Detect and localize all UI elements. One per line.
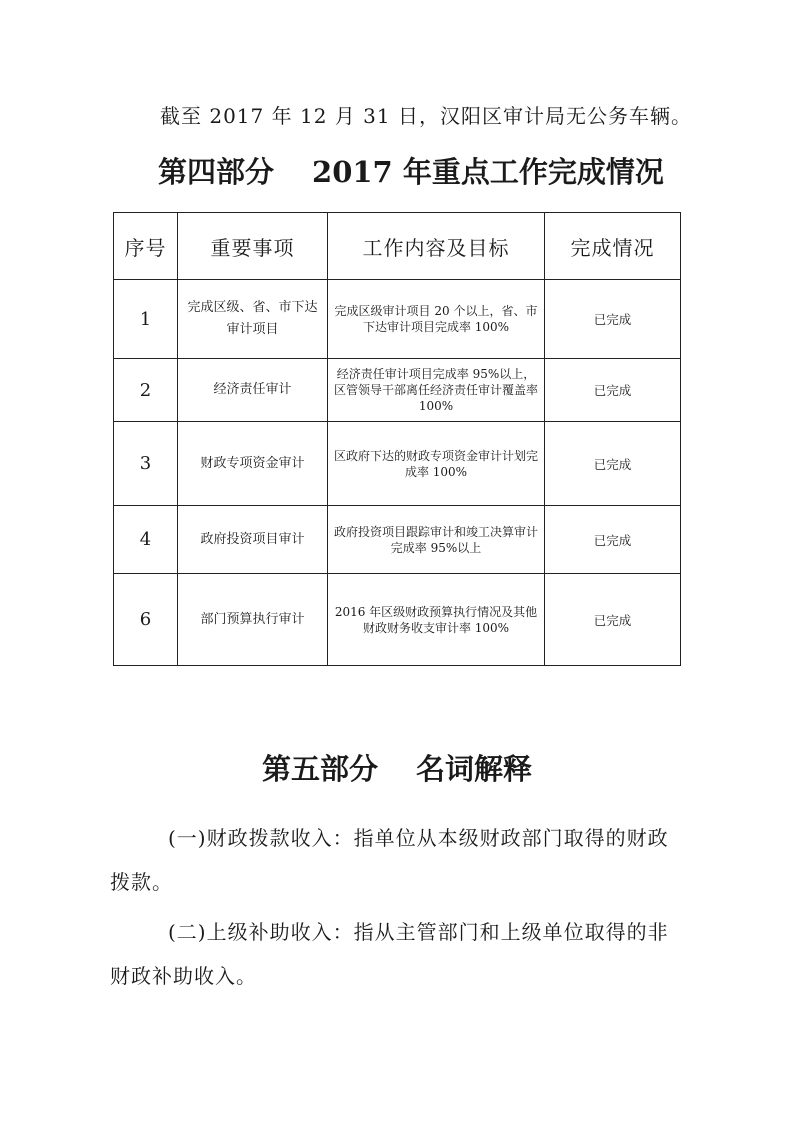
cell-status: 已完成	[545, 280, 681, 359]
intro-text: 截至 2017 年 12 月 31 日，汉阳区审计局无公务车辆。	[160, 104, 692, 128]
section-4-title: 2017 年重点工作完成情况	[312, 155, 664, 189]
section-5-heading	[262, 747, 532, 788]
table-row	[114, 280, 681, 359]
definition-paragraph: (二)上级补助收入：指从主管部门和上级单位取得的非财政补助收入。	[110, 920, 669, 988]
header-status: 完成情况	[545, 213, 681, 280]
cell-seq: 3	[114, 422, 178, 506]
cell-seq: 1	[114, 280, 178, 359]
cell-content: 政府投资项目跟踪审计和竣工决算审计完成率 95%以上	[328, 506, 545, 574]
header-item: 重要事项	[178, 213, 328, 280]
table-header-row	[114, 213, 681, 280]
cell-content: 区政府下达的财政专项资金审计计划完成率 100%	[328, 422, 545, 506]
work-completion-table	[113, 212, 681, 666]
table-row	[114, 359, 681, 422]
cell-status: 已完成	[545, 506, 681, 574]
cell-status: 已完成	[545, 574, 681, 666]
cell-seq: 4	[114, 506, 178, 574]
section-4-prefix: 第四部分	[158, 155, 275, 189]
section-5-prefix: 第五部分	[262, 752, 379, 786]
cell-seq: 2	[114, 359, 178, 422]
cell-seq: 6	[114, 574, 178, 666]
cell-content: 完成区级审计项目 20 个以上，省、市下达审计项目完成率 100%	[328, 280, 545, 359]
cell-content: 经济责任审计项目完成率 95%以上，区管领导干部离任经济责任审计覆盖率 100%	[328, 359, 545, 422]
cell-status: 已完成	[545, 422, 681, 506]
definition-paragraph: (一)财政拨款收入：指单位从本级财政部门取得的财政拨款。	[110, 826, 669, 894]
cell-item: 财政专项资金审计	[178, 422, 328, 506]
table-row	[114, 574, 681, 666]
header-seq: 序号	[114, 213, 178, 280]
cell-item: 部门预算执行审计	[178, 574, 328, 666]
cell-status: 已完成	[545, 359, 681, 422]
section-4-heading	[158, 150, 664, 191]
cell-item: 完成区级、省、市下达审计项目	[178, 280, 328, 359]
table-row	[114, 506, 681, 574]
table-row	[114, 422, 681, 506]
cell-item: 经济责任审计	[178, 359, 328, 422]
cell-content: 2016 年区级财政预算执行情况及其他财政财务收支审计率 100%	[328, 574, 545, 666]
cell-item: 政府投资项目审计	[178, 506, 328, 574]
section-5-title: 名词解释	[416, 752, 533, 786]
header-content: 工作内容及目标	[328, 213, 545, 280]
